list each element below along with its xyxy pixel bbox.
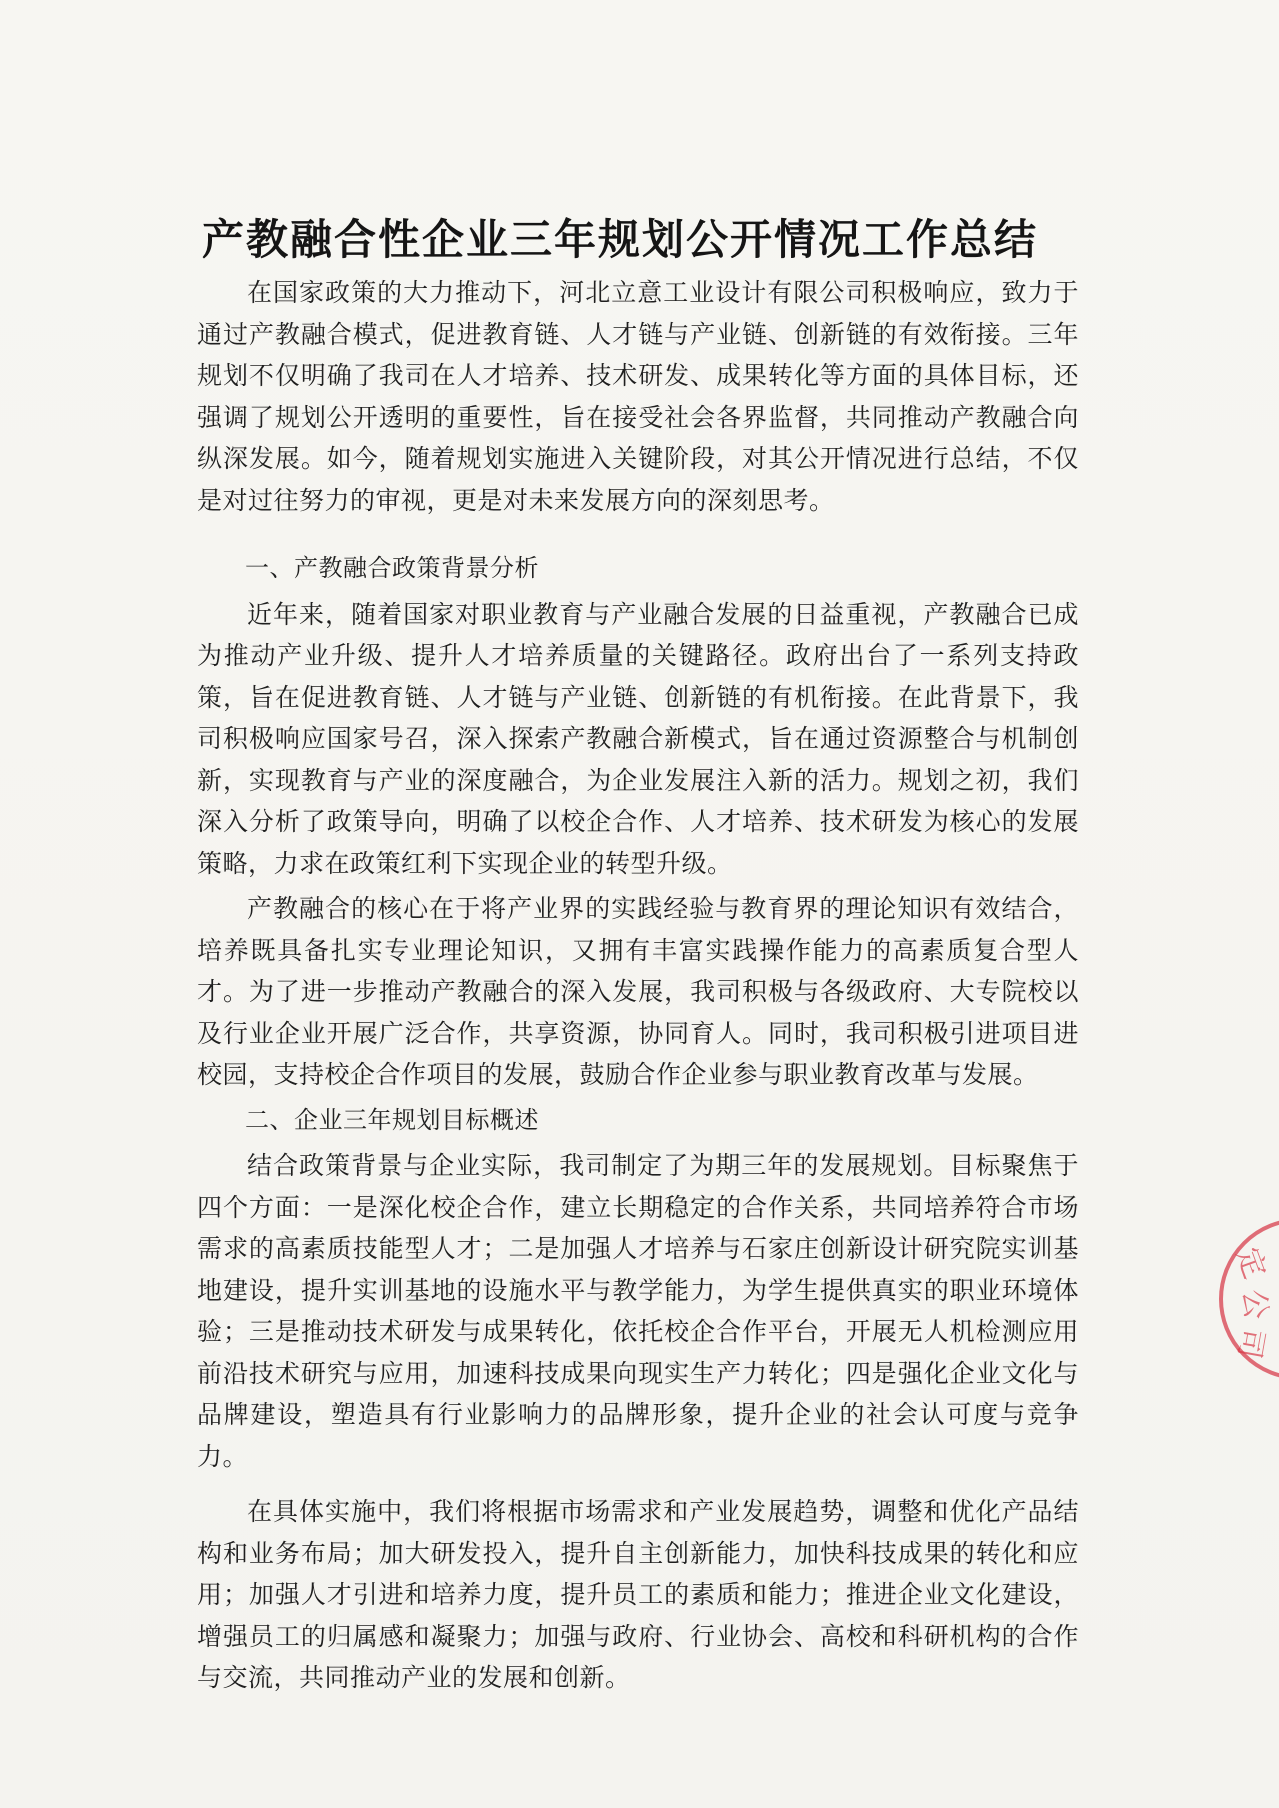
section-1-heading: 一、产教融合政策背景分析 <box>245 554 539 582</box>
seal-char-2: 公 <box>1235 1287 1274 1321</box>
section-2-heading: 二、企业三年规划目标概述 <box>245 1105 539 1134</box>
section-1-paragraph-1: 近年来，随着国家对职业教育与产业融合发展的日益重视，产教融合已成为推动产业升级、提升人才培养质量的关键路径。政府出台了一系列支持政策，旨在促进教育链、人才链与产业链、创新链的有机衔接。在此背景下，我司积极响应国家号召，深入探索产教融合新模式，旨在通过资源整合与机制创新，实现教育与产业的深度融合，为企业发展注入新的活力。规划之初，我们深入分析了政策导向，明确了以校企合作、人才培养、技术研发为核心的发展策略，力求在政策红利下实现企业的转型升级。 <box>197 599 1079 878</box>
section-2-paragraph-1: 结合政策背景与企业实际，我司制定了为期三年的发展规划。目标聚焦于四个方面：一是深化校企合作，建立长期稳定的合作关系，共同培养符合市场需求的高素质技能型人才；二是加强人才培养与石家庄创新设计研究院实训基地建设，提升实训基地的设施水平与教学能力，为学生提供真实的职业环境体验；三是推动技术研发与成果转化，依托校企合作平台，开展无人机检测应用前沿技术研究与应用，加速科技成果向现实生产力转化；四是强化企业文化与品牌建设，塑造具有行业影响力的品牌形象，提升企业的社会认可度与竞争力。 <box>197 1151 1079 1471</box>
document-title: 产教融合性企业三年规划公开情况工作总结 <box>201 215 1038 264</box>
section-1-paragraph-2: 产教融合的核心在于将产业界的实践经验与教育界的理论知识有效结合，培养既具备扎实专业理论知识，又拥有丰富实践操作能力的高素质复合型人才。为了进一步推动产教融合的深入发展，我司积极与各级政府、大专院校以及行业企业开展广泛合作，共享资源，协同育人。同时，我司积极引进项目进校园，支持校企合作项目的发展，鼓励合作企业参与职业教育改革与发展。 <box>197 894 1079 1089</box>
seal-char-3: 司 <box>1230 1325 1271 1362</box>
company-seal <box>1199 1200 1279 1390</box>
section-2-paragraph-2: 在具体实施中，我们将根据市场需求和产业发展趋势，调整和优化产品结构和业务布局；加大研发投入，提升自主创新能力，加快科技成果的转化和应用；加强人才引进和培养力度，提升员工的素质和能力；推进企业文化建设，增强员工的归属感和凝聚力；加强与政府、行业协会、高校和科研机构的合作与交流，共同推动产业的发展和创新。 <box>197 1497 1079 1692</box>
intro-paragraph: 在国家政策的大力推动下，河北立意工业设计有限公司积极响应，致力于通过产教融合模式，促进教育链、人才链与产业链、创新链的有效衔接。三年规划不仅明确了我司在人才培养、技术研发、成果转化等方面的具体目标，还强调了规划公开透明的重要性，旨在接受社会各界监督，共同推动产教融合向纵深发展。如今，随着规划实施进入关键阶段，对其公开情况进行总结，不仅是对过往努力的审视，更是对未来发展方向的深刻思考。 <box>197 278 1079 515</box>
seal-char-1: 定 <box>1229 1243 1273 1284</box>
document-body <box>197 272 1079 1699</box>
